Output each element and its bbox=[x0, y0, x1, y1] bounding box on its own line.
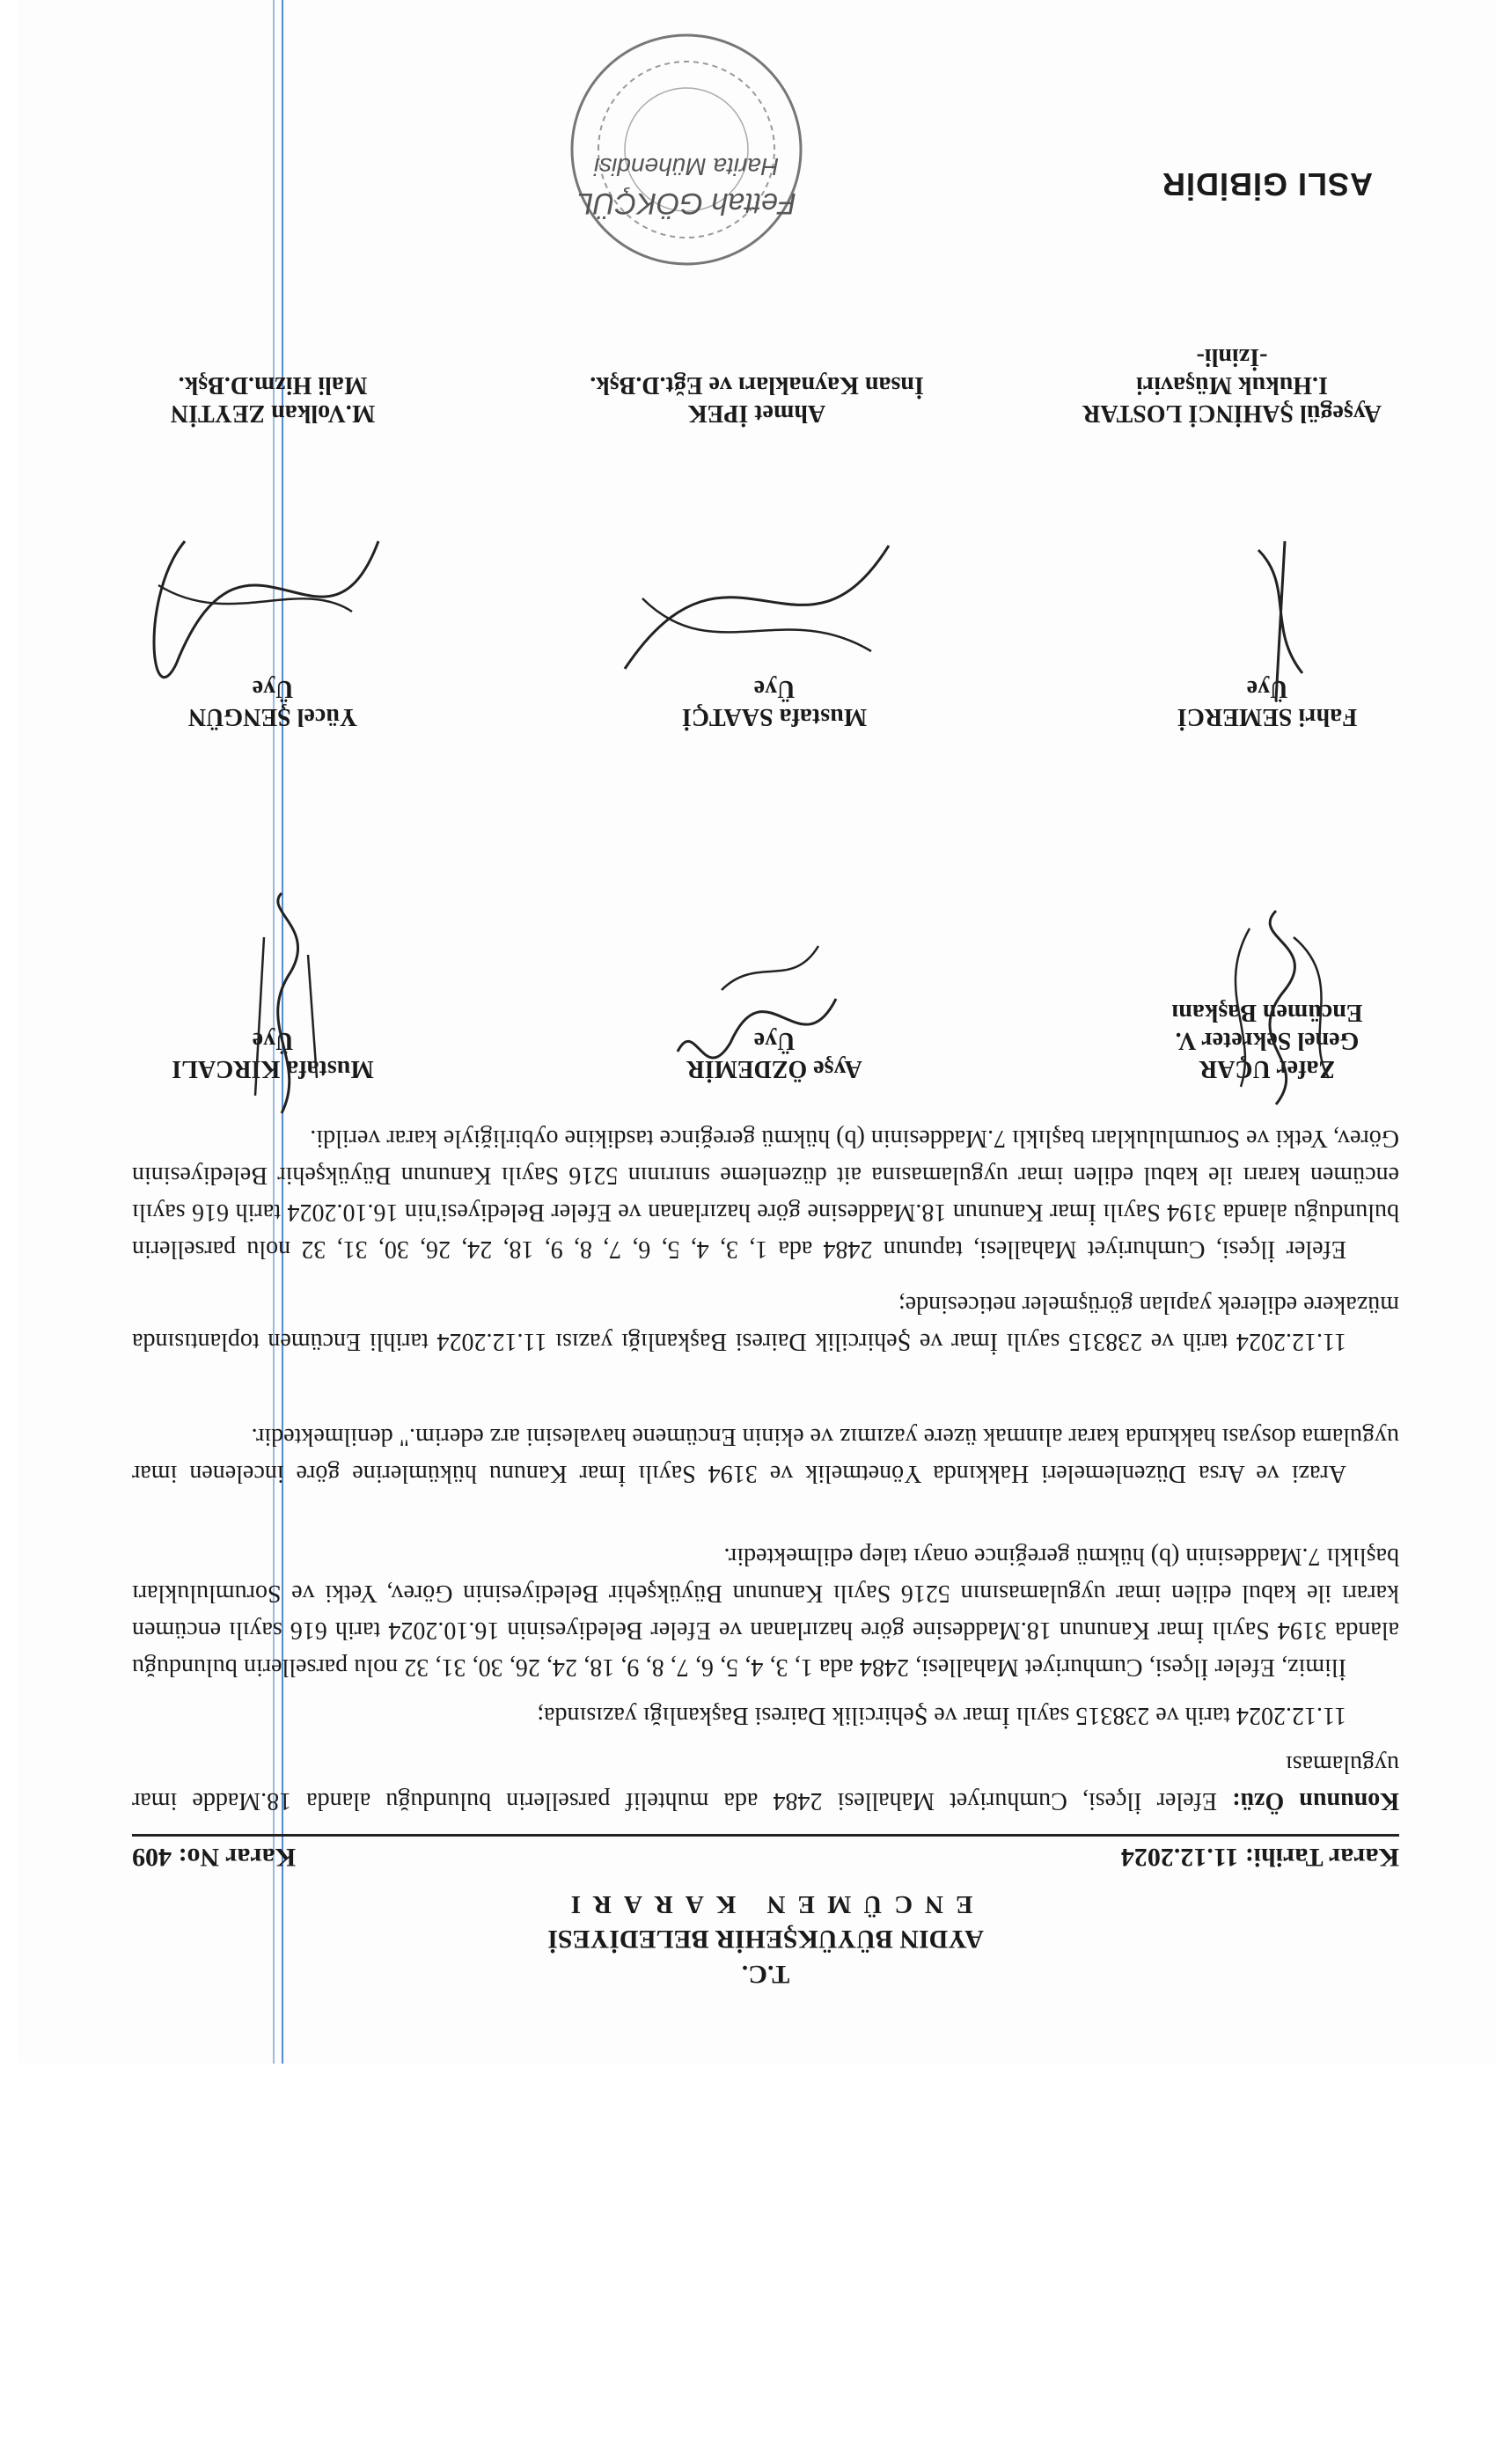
header-rule bbox=[132, 1834, 1399, 1837]
decision-date: Karar Tarihi: 11.12.2024 bbox=[1120, 1843, 1399, 1872]
signatory-name: Mustafa KIRCALI bbox=[172, 1055, 374, 1082]
seal-holder-title: Harita Mühendisi bbox=[593, 153, 780, 180]
signatory-role: Üye bbox=[252, 1027, 294, 1054]
handwritten-signature-3 bbox=[194, 884, 370, 1131]
signatory-name: Yücel ŞENGÜN bbox=[187, 703, 358, 730]
signatory-role: I.Hukuk Müşaviri bbox=[1136, 371, 1328, 399]
signatory-name: Ayşegül ŞAHİNCİ LOSTAR bbox=[1082, 400, 1382, 427]
certified-copy-label: ASLI GİBİDİR bbox=[1161, 166, 1373, 202]
decision-number: Karar No: 409 bbox=[132, 1843, 297, 1872]
signatory-role-2: -İzinli- bbox=[1196, 343, 1268, 370]
signatory-role: Üye bbox=[753, 1027, 796, 1054]
signature-block-9 bbox=[132, 370, 414, 427]
handwritten-signature-2 bbox=[660, 928, 871, 1122]
handwritten-signature-6 bbox=[123, 488, 405, 717]
signatory-name: Fahri SEMERCİ bbox=[1177, 703, 1358, 730]
header-tc: T.C. bbox=[741, 1960, 790, 1989]
signatory-role: Üye bbox=[252, 675, 294, 702]
signatory-role-2: Encümen Başkanı bbox=[1171, 999, 1363, 1026]
signatory-role: Üye bbox=[1246, 675, 1288, 702]
signatory-name: Ayşe ÖZDEMİR bbox=[686, 1055, 862, 1082]
handwritten-signature-4 bbox=[1206, 532, 1346, 708]
official-seal-stamp bbox=[563, 26, 810, 273]
signatory-role: Genel Sekreter V. bbox=[1175, 1027, 1360, 1054]
handwritten-signature-5 bbox=[607, 510, 906, 704]
header-doc-type: ENCÜMEN KARARI bbox=[558, 1890, 973, 1918]
body-paragraph-5: Efeler İlçesi, Cumhuriyet Mahallesi, tapunun 2484 ada 1, 3, 4, 5, 6, 7, 8, 9, 18, 24, 26, 30, 31, 32 nolu parsellerin bulunduğu alanda 3194 Sayılı İmar Kanunun 18.Maddesine göre hazırlanan ve Efeler Belediyesi'nin 16.10.2024 tarih 616 sayılı encümen kararı ile kabul edilen imar uygulamasına ait düzenleme sınırının 5216 Sayılı Kanunun Büyükşehir Belediyesinin Görev, Yetki ve Sorumlulukları başlıklı 7.Maddesinin (b) hükmü gereğince tasdikine oybirliğiyle karar verildi. bbox=[132, 1125, 1399, 1263]
body-paragraph-3: Arazi ve Arsa Düzenlemeleri Hakkında Yönetmelik ve 3194 Sayılı İmar Kanunu hükümlerine göre incelenen imar uygulama dosyası hakkında karar alınmak üzere yazımız ve ekinin Encümene havalesini arz ederim." denilmektedir. bbox=[132, 1423, 1399, 1487]
body-paragraph-4: 11.12.2024 tarih ve 238315 sayılı İmar ve Şehircilik Dairesi Başkanlığı yazısı 11.12.2024 tarihli Encümen toplantısında müzakere edilerek yapılan görüşmeler neticesinde; bbox=[132, 1291, 1399, 1355]
scanned-document-page bbox=[18, 0, 1496, 2064]
subject-text: Efeler İlçesi, Cumhuriyet Mahallesi 2484 ada muhtelif parsellerin bulunduğu alanda 18.Madde imar uygulaması bbox=[131, 1750, 1399, 1815]
signature-block-7 bbox=[1047, 342, 1417, 427]
seal-holder-name: Fettah GÖKÇÜL bbox=[576, 187, 796, 220]
signature-block-8 bbox=[572, 370, 942, 427]
header-institution: AYDIN BÜYÜKŞEHİR BELEDİYESİ bbox=[547, 1925, 984, 1954]
signatory-role: İnsan Kaynakları ve Eğt.D.Bşk. bbox=[590, 371, 924, 399]
signatory-name: Mustafa SAATÇİ bbox=[681, 703, 868, 730]
signatory-name: Ahmet İPEK bbox=[687, 400, 826, 427]
subject-paragraph bbox=[132, 1745, 1399, 1819]
handwritten-signature-1 bbox=[1170, 902, 1382, 1113]
signatory-role: Mali Hizm.D.Bşk. bbox=[178, 371, 368, 399]
signatory-role: Üye bbox=[753, 675, 796, 702]
signatory-name: Zafer UÇAR bbox=[1199, 1055, 1336, 1082]
body-paragraph-2: İlimiz, Efeler İlçesi, Cumhuriyet Mahallesi, 2484 ada 1, 3, 4, 5, 6, 7, 8, 9, 18, 24, 26, 30, 31, 32 nolu parsellerin bulunduğu alanda 3194 Sayılı İmar Kanunun 18.Maddesine göre hazırlanan ve Efeler Belediyesinin 16.10.2024 tarih 616 sayılı encümen kararı ile kabul edilen imar uygulamasının 5216 Sayılı Kanunun Büyükşehir Belediyesinin Görev, Yetki ve Sorumlulukları başlıklı 7.Maddesinin (b) hükmü gereğince onayı talep edilmektedir. bbox=[132, 1543, 1399, 1681]
body-paragraph-1: 11.12.2024 tarih ve 238315 sayılı İmar ve Şehircilik Dairesi Başkanlığı yazısında; bbox=[537, 1702, 1346, 1729]
subject-label: Konunun Özü: bbox=[1232, 1787, 1399, 1815]
signatory-name: M.Volkan ZEYTİN bbox=[170, 400, 376, 427]
